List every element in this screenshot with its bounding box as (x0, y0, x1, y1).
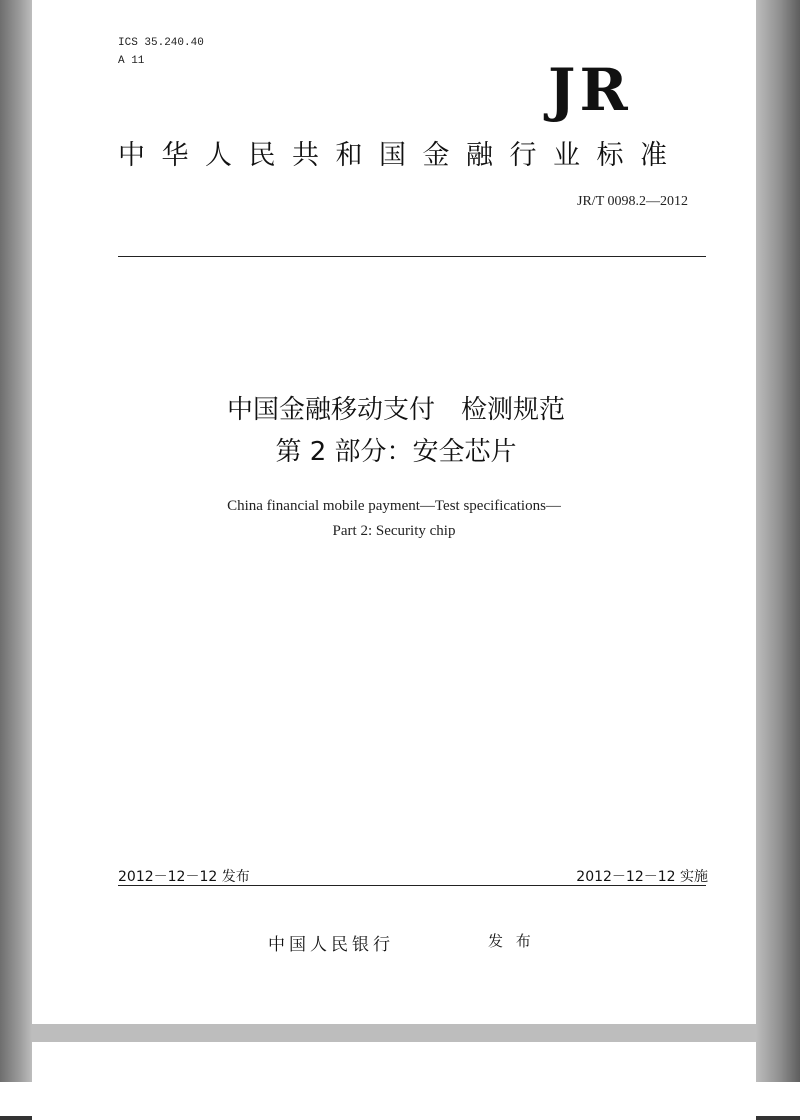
jr-logo: JR (548, 56, 632, 124)
issue-date: 2012－12－12 发布 (118, 869, 250, 885)
next-page-preview (32, 1042, 756, 1082)
classification-codes (118, 34, 204, 70)
title-cn-line2: 第 2 部分：安全芯片 (275, 437, 517, 467)
left-edge-mark (0, 1116, 32, 1120)
issuing-authority: 中国人民银行 (268, 935, 394, 955)
effective-date: 2012－12－12 实施 (576, 869, 708, 885)
standard-code: JR/T 0098.2—2012 (577, 194, 688, 209)
ics-code: ICS 35.240.40 (118, 37, 204, 49)
title-en-line1: China financial mobile payment—Test specifications— (227, 498, 561, 514)
title-en-line2: Part 2: Security chip (332, 523, 456, 539)
top-divider (118, 256, 706, 257)
bottom-divider (118, 885, 706, 886)
standard-category: 中华人民共和国金融行业标准 (118, 140, 684, 171)
bottom-strip (0, 1082, 800, 1120)
title-cn-line1: 中国金融移动支付 检测规范 (226, 395, 565, 425)
ccs-code: A 11 (118, 55, 145, 67)
right-edge-mark (756, 1116, 800, 1120)
publish-label: 发 布 (488, 932, 535, 950)
